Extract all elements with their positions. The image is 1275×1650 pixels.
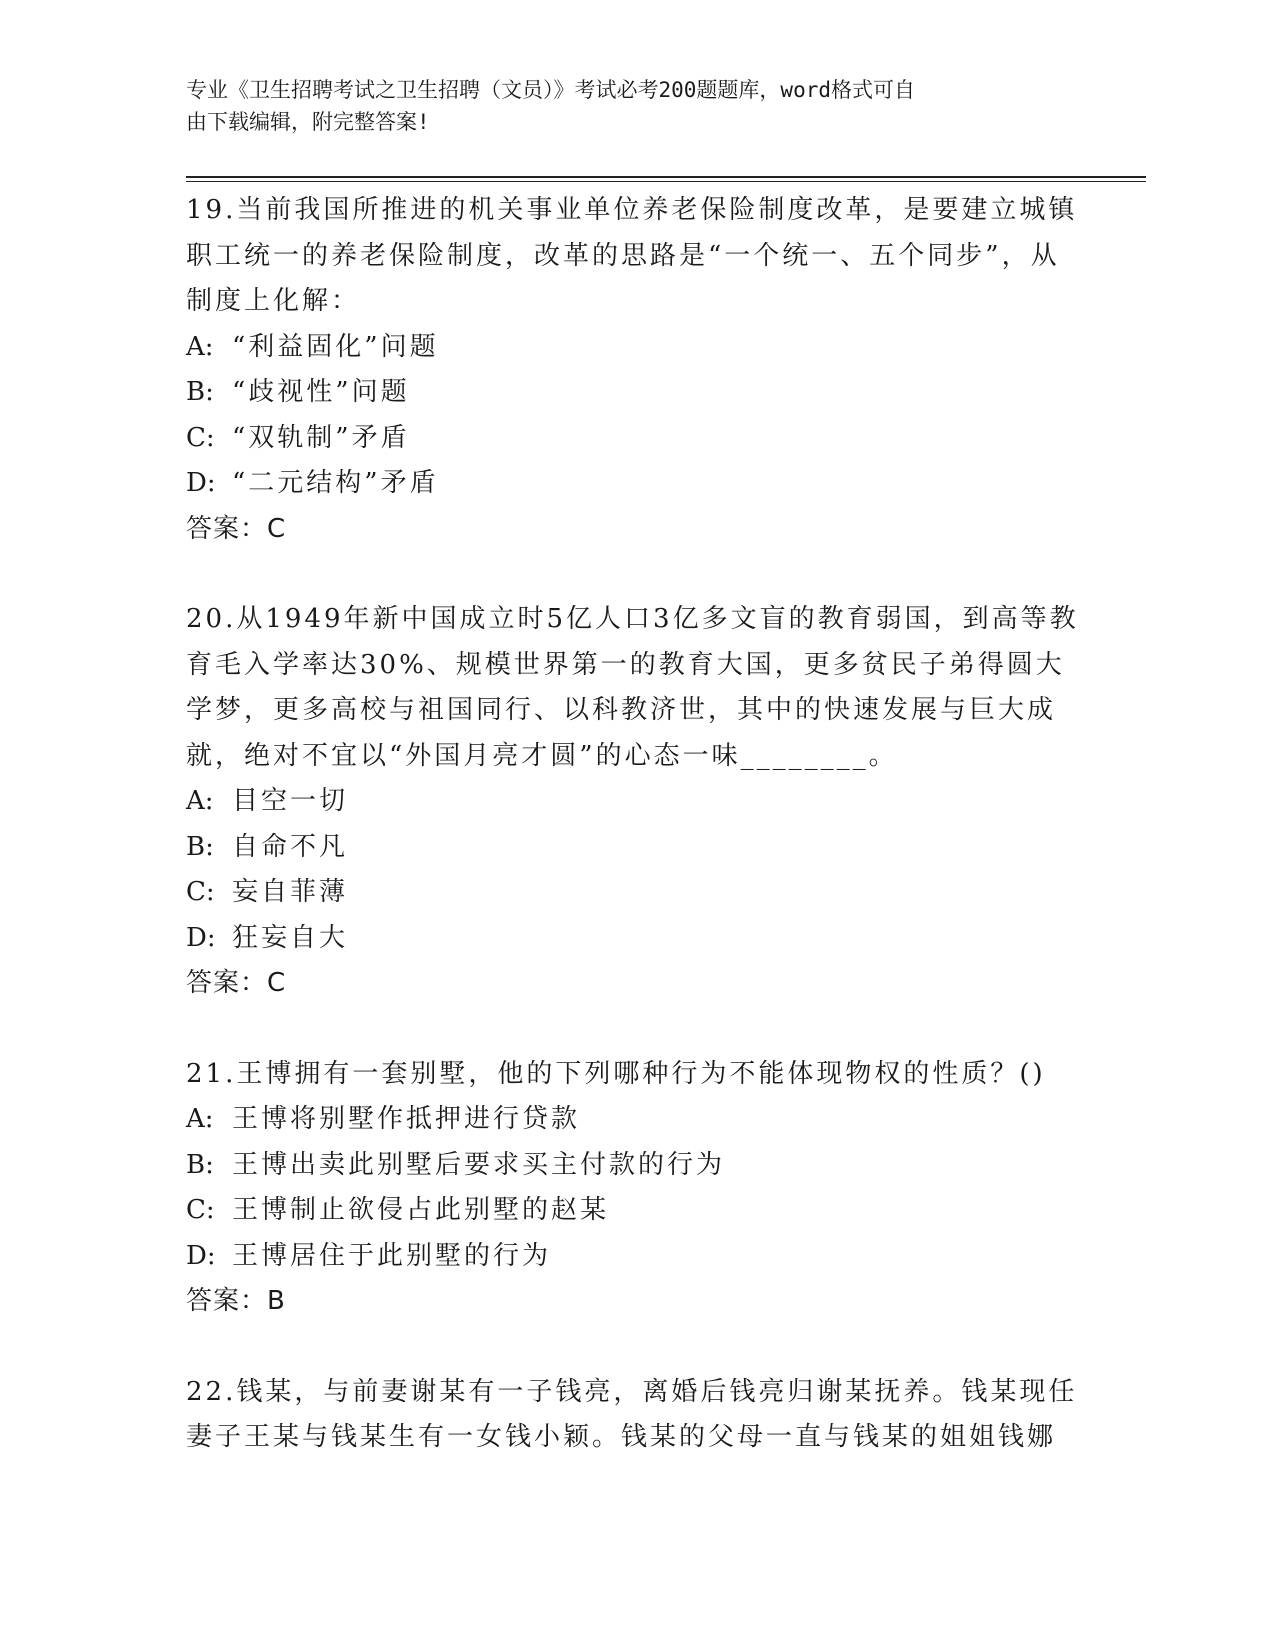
answer-label: 答案： [186,968,268,998]
question-stem: 19.当前我国所推进的机关事业单位养老保险制度改革，是要建立城镇职工统一的养老保险制度，改革的思路是“一个统一、五个同步”，从制度上化解： [186,195,1078,316]
option-text: 王博制止欲侵占此别墅的赵某 [232,1195,610,1225]
option-a [186,779,1086,825]
option-text: 狂妄自大 [232,922,349,953]
answer-label: 答案： [186,513,268,544]
answer-line [186,961,1086,1007]
answer-value: C [267,513,287,544]
answer-value: C [267,968,287,998]
option-d [186,1234,1086,1280]
option-text: 目空一切 [232,786,349,816]
option-letter: A: [186,1104,214,1134]
option-letter: C: [186,877,215,907]
option-text: 自命不凡 [232,831,349,862]
question-stem: 22.钱某，与前妻谢某有一子钱亮，离婚后钱亮归谢某抚养。钱某现任妻子王某与钱某生有一女钱小颖。钱某的父母一直与钱某的姐姐钱娜 [186,1376,1078,1452]
option-letter: D: [186,922,216,953]
option-letter: C: [186,422,215,453]
option-c [186,870,1086,916]
question-stem: 21.王博拥有一套别墅，他的下列哪种行为不能体现物权的性质？() [186,1058,1046,1089]
option-b [186,825,1086,871]
option-c [186,416,1086,462]
option-letter: B: [186,377,214,407]
answer-label: 答案： [186,1286,268,1316]
header-divider-bottom [186,181,1146,182]
option-a [186,1097,1086,1143]
option-c [186,1188,1086,1234]
question-22 [186,1370,1086,1461]
option-text: 王博出卖此别墅后要求买主付款的行为 [232,1149,726,1180]
question-19 [186,188,1086,552]
answer-line [186,507,1086,553]
option-letter: D: [186,1240,216,1271]
option-a [186,325,1086,371]
header-divider-top [186,176,1146,178]
option-d [186,916,1086,962]
option-letter: D: [186,468,216,498]
question-list [186,188,1086,1506]
option-letter: A: [186,331,214,362]
option-text: “二元结构”矛盾 [232,468,439,498]
option-letter: C: [186,1195,215,1225]
option-b [186,370,1086,416]
document-header [186,74,1066,138]
answer-line [186,1279,1086,1325]
header-line-1: 专业《卫生招聘考试之卫生招聘（文员）》考试必考200题题库，word格式可自 [186,78,915,102]
question-20 [186,597,1086,1007]
answer-value: B [267,1286,286,1316]
option-letter: A: [186,786,214,816]
question-stem: 20.从1949年新中国成立时5亿人口3亿多文盲的教育弱国，到高等教育毛入学率达30%、规模世界第一的教育大国，更多贫民子弟得圆大学梦，更多高校与祖国同行、以科教济世，其中的快速发展与巨大成就，绝对不宜以“外国月亮才圆”的心态一味________。 [186,604,1079,771]
option-text: 王博将别墅作抵押进行贷款 [232,1104,581,1134]
option-text: “利益固化”问题 [232,331,439,362]
option-text: “歧视性”问题 [232,377,410,407]
option-letter: B: [186,831,214,862]
option-b [186,1143,1086,1189]
question-21 [186,1052,1086,1325]
option-letter: B: [186,1149,214,1180]
option-text: “双轨制”矛盾 [232,422,410,453]
option-text: 妄自菲薄 [232,877,349,907]
option-text: 王博居住于此别墅的行为 [232,1240,552,1271]
option-d [186,461,1086,507]
header-line-2: 由下载编辑，附完整答案! [186,110,430,134]
